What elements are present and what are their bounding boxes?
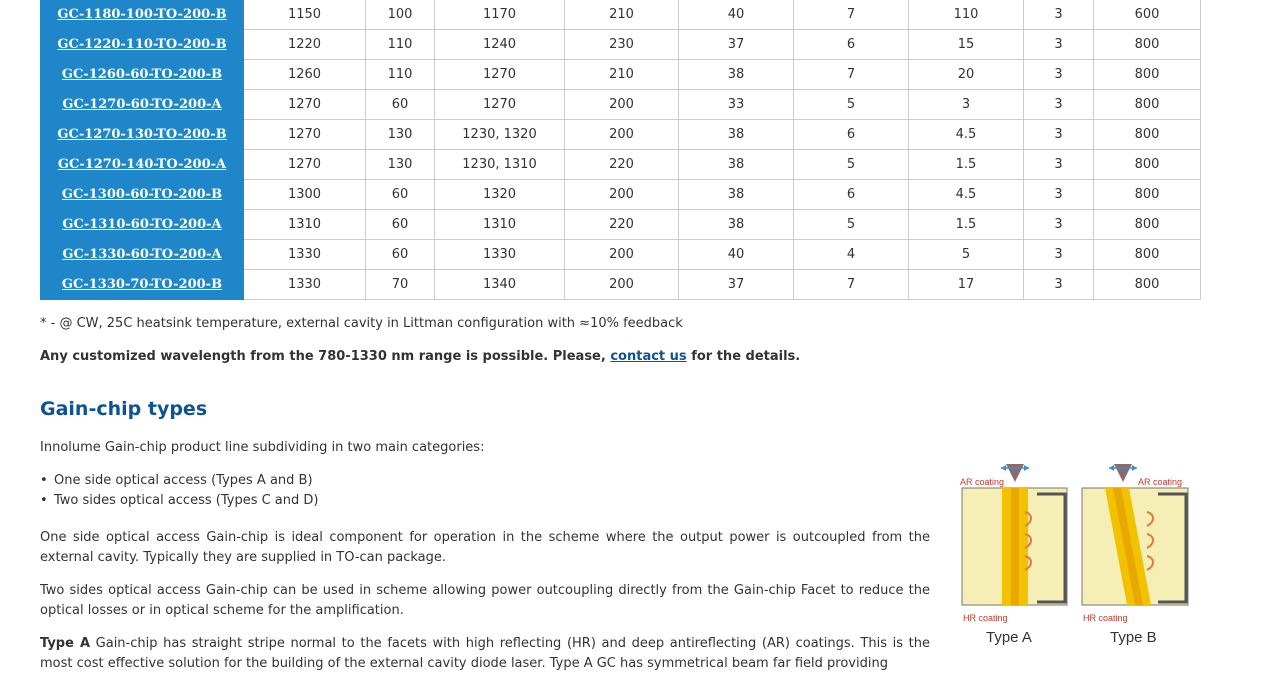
table-cell: 17	[909, 270, 1024, 300]
table-row	[41, 270, 1201, 300]
table-cell: 3	[1024, 240, 1094, 270]
table-cell: 6	[794, 30, 909, 60]
table-cell: 5	[794, 150, 909, 180]
table-row	[41, 240, 1201, 270]
paragraph-two-sides: Two sides optical access Gain-chip can be used in scheme allowing power outcoupling directly from the Gain-chip Facet to reduce the optical losses or in optical scheme for the amplification.	[40, 583, 930, 618]
table-cell: 37	[679, 270, 794, 300]
table-row	[41, 180, 1201, 210]
model-cell	[41, 270, 244, 300]
table-cell: 130	[366, 150, 435, 180]
table-cell: 200	[565, 180, 679, 210]
table-cell: 5	[794, 90, 909, 120]
model-cell	[41, 210, 244, 240]
paragraph-type-a	[40, 634, 930, 674]
table-cell: 800	[1094, 270, 1201, 300]
table-row	[41, 120, 1201, 150]
table-row	[41, 0, 1201, 30]
table-cell: 3	[1024, 270, 1094, 300]
table-cell: 1170	[435, 0, 565, 30]
list-item-text: One side optical access (Types A and B)	[54, 473, 313, 488]
table-cell: 37	[679, 30, 794, 60]
table-cell: 60	[366, 240, 435, 270]
table-cell: 1270	[244, 120, 366, 150]
table-cell: 5	[909, 240, 1024, 270]
table-cell: 200	[565, 270, 679, 300]
gain-chip-types-diagram	[955, 452, 1195, 652]
table-cell: 38	[679, 210, 794, 240]
model-link[interactable]: GC-1270-130-TO-200-B	[57, 127, 227, 142]
table-cell: 60	[366, 90, 435, 120]
table-cell: 1240	[435, 30, 565, 60]
bullet-icon: •	[40, 473, 48, 488]
table-cell: 3	[909, 90, 1024, 120]
table-cell: 200	[565, 120, 679, 150]
table-cell: 800	[1094, 90, 1201, 120]
table-cell: 800	[1094, 60, 1201, 90]
table-cell: 60	[366, 210, 435, 240]
paragraph-one-side: One side optical access Gain-chip is ideal component for operation in the scheme where the output power is outcoupled from the external cavity. Typically they are supplied in TO-can package.	[40, 530, 930, 565]
table-cell: 38	[679, 150, 794, 180]
table-cell: 1230, 1310	[435, 150, 565, 180]
table-cell: 40	[679, 240, 794, 270]
model-cell	[41, 30, 244, 60]
table-cell: 20	[909, 60, 1024, 90]
model-cell	[41, 120, 244, 150]
table-cell: 1270	[435, 60, 565, 90]
table-cell: 38	[679, 60, 794, 90]
table-cell: 3	[1024, 120, 1094, 150]
model-cell	[41, 60, 244, 90]
table-cell: 1330	[435, 240, 565, 270]
table-cell: 800	[1094, 150, 1201, 180]
table-cell: 1310	[244, 210, 366, 240]
table-cell: 60	[366, 180, 435, 210]
table-cell: 1230, 1320	[435, 120, 565, 150]
table-cell: 4.5	[909, 120, 1024, 150]
table-cell: 110	[366, 60, 435, 90]
table-row	[41, 30, 1201, 60]
table-cell: 130	[366, 120, 435, 150]
table-cell: 1340	[435, 270, 565, 300]
table-cell: 3	[1024, 180, 1094, 210]
custom-wavelength-note	[40, 349, 800, 364]
table-cell: 1220	[244, 30, 366, 60]
type-b-diagram	[1082, 464, 1188, 646]
model-link[interactable]: GC-1330-70-TO-200-B	[61, 277, 223, 292]
custom-note-text: Any customized wavelength from the 780-1330 nm range is possible. Please,	[40, 349, 611, 364]
table-cell: 33	[679, 90, 794, 120]
table-cell: 1.5	[909, 150, 1024, 180]
table-cell: 15	[909, 30, 1024, 60]
table-cell: 200	[565, 90, 679, 120]
table-cell: 1300	[244, 180, 366, 210]
table-cell: 800	[1094, 30, 1201, 60]
table-footnote: * - @ CW, 25C heatsink temperature, external cavity in Littman configuration with ≈10% feedback	[40, 316, 683, 331]
hr-coating-label: HR coating	[1083, 613, 1128, 623]
table-cell: 1270	[244, 150, 366, 180]
table-cell: 4	[794, 240, 909, 270]
table-cell: 7	[794, 0, 909, 30]
model-cell	[41, 150, 244, 180]
ar-coating-label: AR coating	[960, 477, 1005, 487]
table-cell: 40	[679, 0, 794, 30]
table-cell: 110	[909, 0, 1024, 30]
table-cell: 38	[679, 180, 794, 210]
model-cell	[41, 0, 244, 30]
table-cell: 1270	[244, 90, 366, 120]
table-cell: 4.5	[909, 180, 1024, 210]
type-a-caption: Type A	[986, 629, 1032, 646]
table-cell: 3	[1024, 60, 1094, 90]
table-cell: 110	[366, 30, 435, 60]
table-cell: 1270	[435, 90, 565, 120]
table-cell: 200	[565, 240, 679, 270]
table-cell: 210	[565, 0, 679, 30]
table-cell: 3	[1024, 30, 1094, 60]
model-link[interactable]: GC-1180-100-TO-200-B	[57, 7, 227, 22]
model-link[interactable]: GC-1300-60-TO-200-B	[61, 187, 223, 202]
model-link[interactable]: GC-1220-110-TO-200-B	[57, 37, 227, 52]
table-row	[41, 210, 1201, 240]
category-list	[40, 473, 318, 513]
table-cell: 1260	[244, 60, 366, 90]
table-cell: 1330	[244, 240, 366, 270]
model-link[interactable]: GC-1270-140-TO-200-A	[57, 157, 227, 172]
table-cell: 3	[1024, 90, 1094, 120]
section-title: Gain-chip types	[40, 398, 208, 420]
ar-coating-label: AR coating	[1138, 477, 1183, 487]
model-link[interactable]: GC-1310-60-TO-200-A	[62, 217, 222, 232]
list-item	[40, 493, 318, 513]
gain-chip-spec-table	[40, 0, 1201, 300]
model-cell	[41, 180, 244, 210]
model-link[interactable]: GC-1260-60-TO-200-B	[61, 67, 223, 82]
table-cell: 220	[565, 210, 679, 240]
type-a-diagram	[960, 464, 1067, 646]
table-cell: 6	[794, 120, 909, 150]
table-cell: 600	[1094, 0, 1201, 30]
table-cell: 5	[794, 210, 909, 240]
type-b-caption: Type B	[1110, 629, 1157, 646]
type-a-description: Gain-chip has straight stripe normal to the facets with high reflecting (HR) and deep antireflecting (AR) coatings. This is the most cost effective solution for the building of the external cavity diode laser. Type A GC has symmetrical beam far field providing	[40, 636, 930, 671]
table-cell: 800	[1094, 120, 1201, 150]
model-link[interactable]: GC-1330-60-TO-200-A	[62, 247, 222, 262]
model-link[interactable]: GC-1270-60-TO-200-A	[62, 97, 222, 112]
type-a-label: Type A	[40, 636, 91, 651]
table-cell: 800	[1094, 240, 1201, 270]
table-row	[41, 90, 1201, 120]
table-cell: 800	[1094, 210, 1201, 240]
contact-us-link[interactable]: contact us	[610, 349, 687, 364]
custom-note-text-end: for the details.	[686, 349, 801, 364]
table-cell: 1310	[435, 210, 565, 240]
table-cell: 220	[565, 150, 679, 180]
table-cell: 800	[1094, 180, 1201, 210]
list-item-text: Two sides optical access (Types C and D)	[54, 493, 319, 508]
table-cell: 38	[679, 120, 794, 150]
table-cell: 3	[1024, 150, 1094, 180]
table-cell: 6	[794, 180, 909, 210]
table-cell: 1330	[244, 270, 366, 300]
lens-tip-icon	[1006, 464, 1024, 482]
model-cell	[41, 90, 244, 120]
list-item	[40, 473, 318, 493]
bullet-icon: •	[40, 493, 48, 508]
hr-coating-label: HR coating	[963, 613, 1008, 623]
table-cell: 230	[565, 30, 679, 60]
table-cell: 1.5	[909, 210, 1024, 240]
table-cell: 3	[1024, 0, 1094, 30]
intro-text: Innolume Gain-chip product line subdividing in two main categories:	[40, 440, 485, 455]
table-cell: 7	[794, 60, 909, 90]
table-row	[41, 150, 1201, 180]
table-cell: 210	[565, 60, 679, 90]
table-row	[41, 60, 1201, 90]
table-cell: 1320	[435, 180, 565, 210]
table-cell: 1150	[244, 0, 366, 30]
table-cell: 100	[366, 0, 435, 30]
table-cell: 3	[1024, 210, 1094, 240]
table-cell: 7	[794, 270, 909, 300]
table-cell: 70	[366, 270, 435, 300]
model-cell	[41, 240, 244, 270]
